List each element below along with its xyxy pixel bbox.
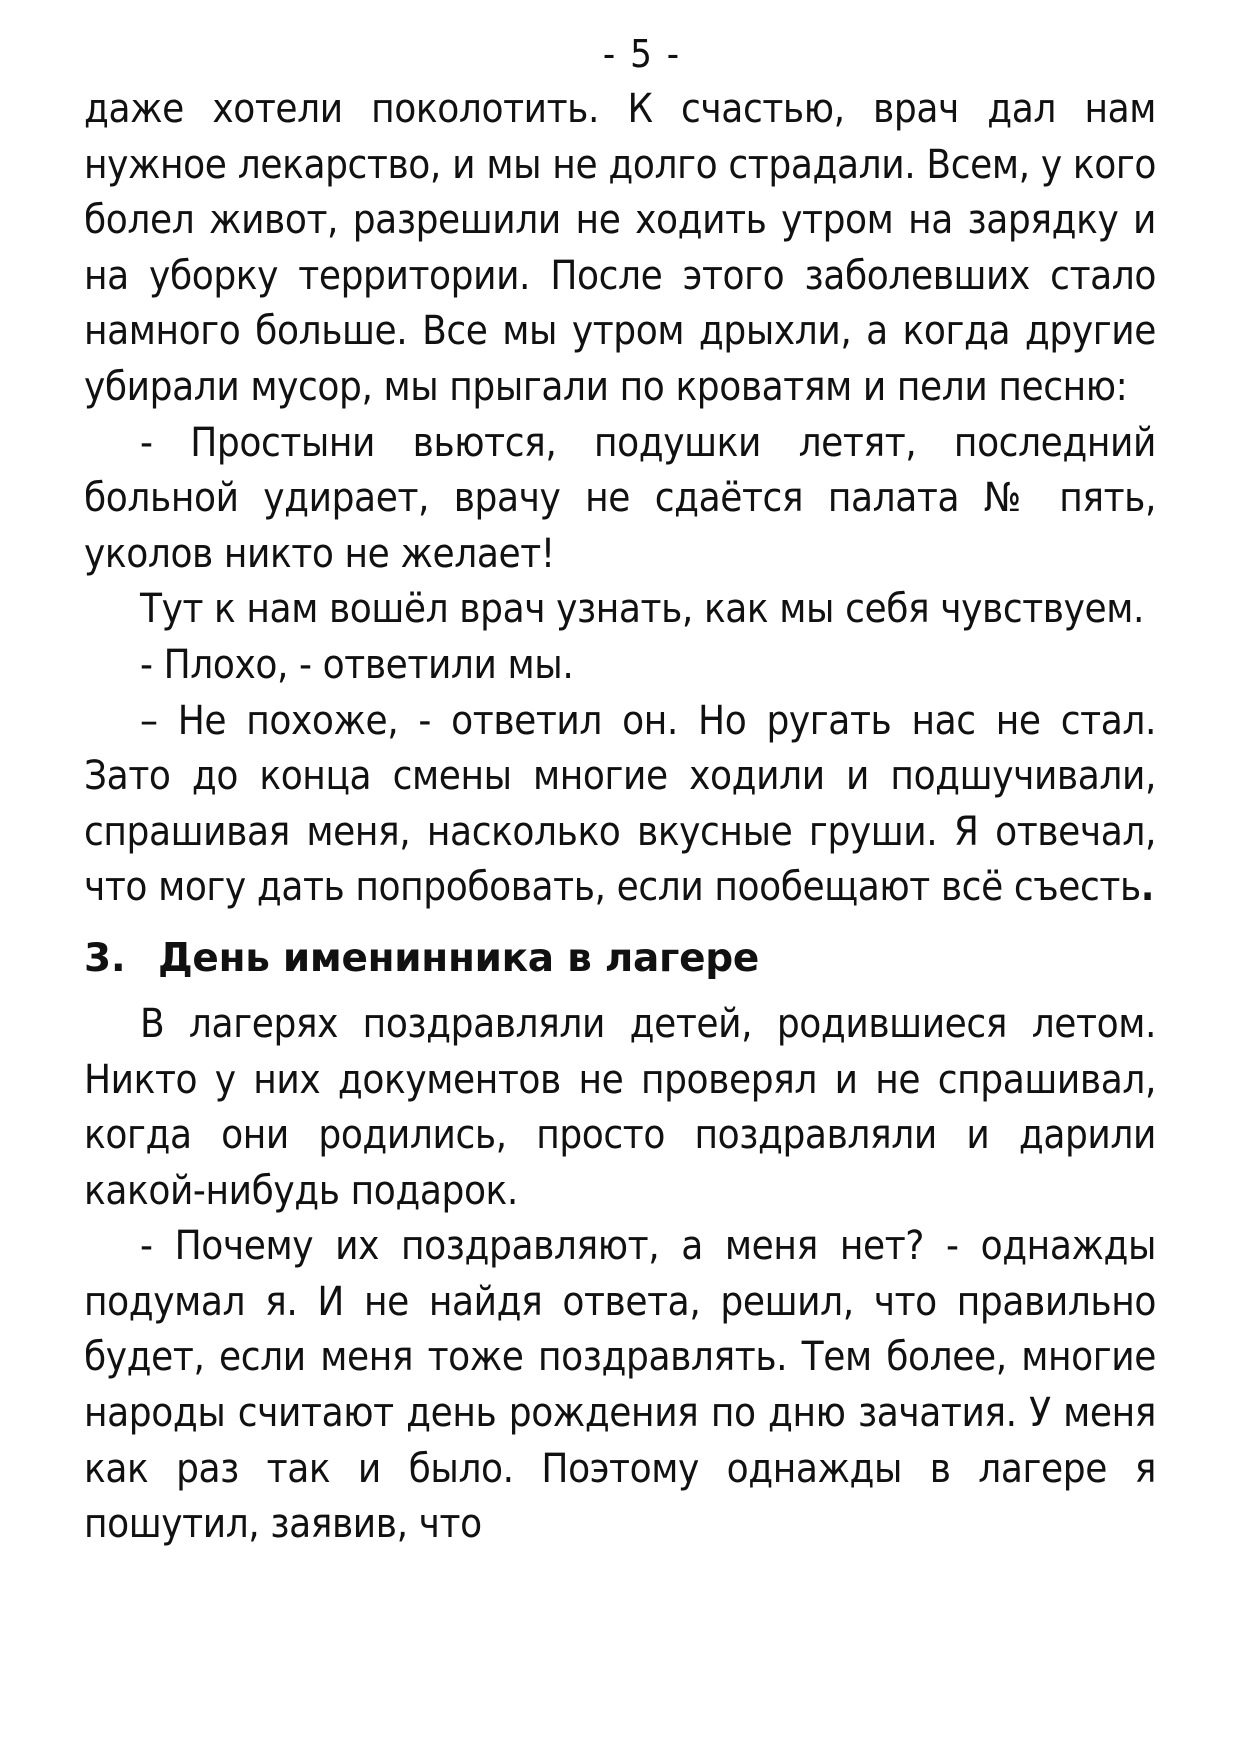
paragraph-text: – Не похоже, - ответил он. Но ругать нас не стал. Зато до конца смены многие ходили и подшучивали, спрашивая меня, насколько вкусные груши. Я отвечал, что могу дать попробовать, если пообещают всё съесть	[84, 697, 1156, 911]
paragraph	[84, 694, 1156, 916]
paragraph: В лагерях поздравляли детей, родившиеся летом. Никто у них документов не проверял и не спрашивал, когда они родились, просто поздравляли и дарили какой-нибудь подарок.	[84, 1000, 1156, 1214]
paragraph-bold-period: .	[1140, 864, 1155, 911]
paragraph: Тут к нам вошёл врач узнать, как мы себя чувствуем.	[140, 586, 1145, 633]
paragraph: - Простыни вьются, подушки летят, последний больной удирает, врачу не сдаётся палата № пять, уколов никто не желает!	[84, 419, 1156, 577]
section-number: 3.	[84, 935, 126, 981]
paragraph: даже хотели поколотить. К счастью, врач дал нам нужное лекарство, и мы не долго страдали. Всем, у кого болел живот, разрешили не ходить утром на зарядку и на уборку территории. После этого заболевших стало намного больше. Все мы утром дрыхли, а когда другие убирали мусор, мы прыгали по кроватям и пели песню:	[84, 86, 1156, 410]
page-number: - 5 -	[602, 32, 682, 76]
section-heading	[84, 931, 1156, 987]
paragraph: - Плохо, - ответили мы.	[140, 641, 574, 688]
document-page	[84, 30, 1156, 1730]
section-title: День именинника в лагере	[158, 935, 760, 981]
paragraph: - Почему их поздравляют, а меня нет? - однажды подумал я. И не найдя ответа, решил, что правильно будет, если меня тоже поздравлять. Тем более, многие народы считают день рождения по дню зачатия. У меня как раз так и было. Поэтому однажды в лагере я пошутил, заявив, что	[84, 1223, 1156, 1548]
